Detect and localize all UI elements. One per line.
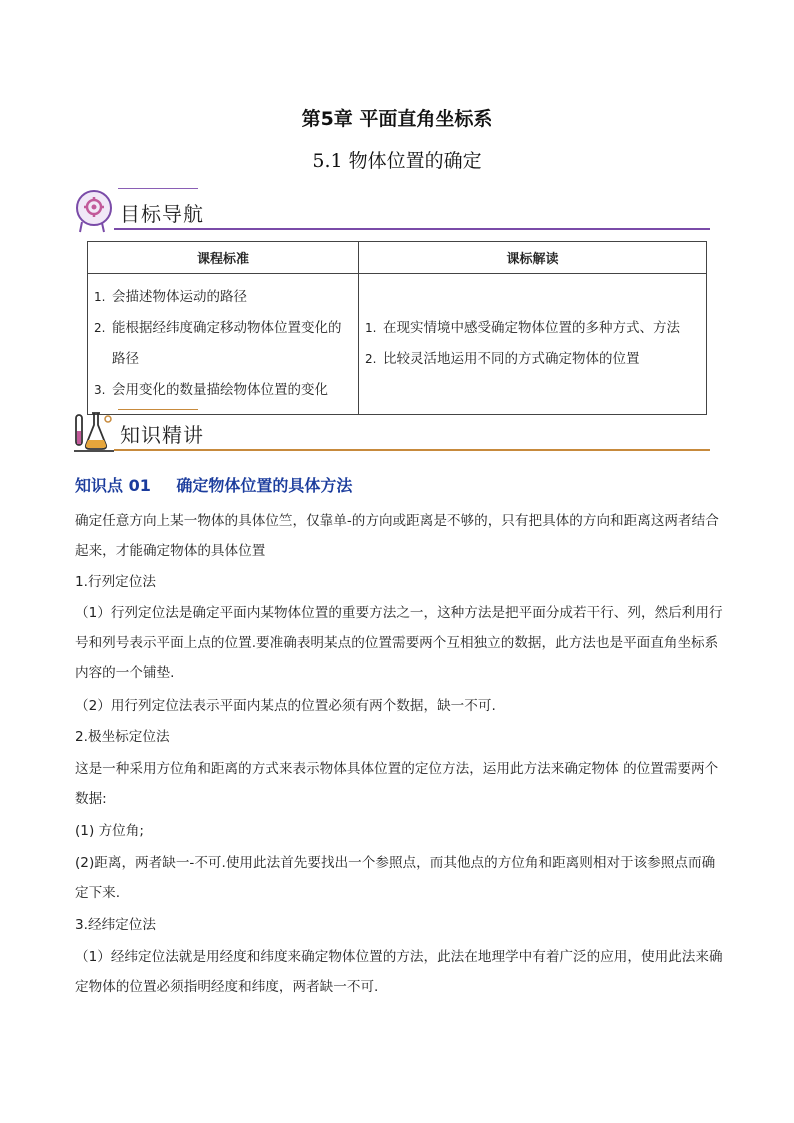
list-item — [94, 375, 352, 406]
paragraph-2: （2）用行列定位法表示平面内某点的位置必须有两个数据，缺一不可. — [75, 698, 496, 714]
list-item — [365, 344, 700, 375]
paragraph-5: (2)距离，两者缺一-不可.使用此法首先要找出一个参照点，而其他点的方位角和距离则相对于该参照点而确定下来. — [75, 855, 716, 901]
interpretation-list-cell — [359, 274, 707, 415]
list-item-text: 比较灵活地运用不同的方式确定物体的位置 — [383, 351, 640, 367]
table-header-interpretation: 课标解读 — [359, 242, 707, 274]
goal-banner — [72, 188, 710, 238]
chapter-title: 第5章 平面直角坐标系 — [301, 108, 493, 130]
list-number: 3. — [94, 383, 106, 397]
banner-divider — [114, 228, 710, 230]
paragraph-6: （1）经纬定位法就是用经度和纬度来确定物体位置的方法，此法在地理学中有着广泛的应用，使用此法来确定物体的位置必须指明经度和纬度，两者缺一不可. — [75, 949, 723, 995]
section-title: 5.1 物体位置的确定 — [312, 150, 482, 172]
list-item — [94, 313, 352, 375]
flask-icon — [72, 409, 116, 455]
banner-top-line — [118, 188, 198, 189]
paragraph-1: （1）行列定位法是确定平面内某物体位置的重要方法之一，这种方法是把平面分成若干行、列，然后利用行号和列号表示平面上点的位置.要准确表明某点的位置需要两个互相独立的数据，此方法也是平面直角坐标系内容的一个铺垫. — [75, 605, 723, 681]
list-number: 1. — [94, 290, 106, 304]
knowledge-banner-label: 知识精讲 — [120, 423, 204, 447]
knowledge-point-code: 知识点 01 — [75, 476, 151, 495]
method-heading-1: 1.行列定位法 — [75, 574, 156, 590]
knowledge-point-heading — [75, 473, 352, 496]
banner-top-line — [118, 409, 198, 410]
brain-gear-icon — [72, 188, 116, 234]
list-item-text: 会用变化的数量描绘物体位置的变化 — [112, 382, 328, 398]
list-number: 2. — [94, 321, 106, 335]
list-item-text: 在现实情境中感受确定物体位置的多种方式、方法 — [383, 320, 680, 336]
intro-paragraph: 确定任意方向上某一物体的具体位竺，仅靠单-的方向或距离是不够的，只有把具体的方向和距离这两者结合起来，才能确定物体的具体位置 — [75, 513, 719, 559]
paragraph-4: (1) 方位角; — [75, 823, 144, 839]
list-item — [94, 282, 352, 313]
knowledge-banner — [72, 409, 710, 459]
list-number: 1. — [365, 321, 377, 335]
paragraph-3: 这是一种采用方位角和距离的方式来表示物体具体位置的定位方法，运用此方法来确定物体 的位置需要两个数据: — [75, 761, 719, 807]
standards-list-cell — [88, 274, 359, 415]
list-item-text: 能根据经纬度确定移动物体位置变化的路径 — [112, 320, 342, 367]
table-header-standard: 课程标准 — [88, 242, 359, 274]
list-number: 2. — [365, 352, 377, 366]
goal-banner-label: 目标导航 — [120, 202, 204, 226]
list-item-text: 会描述物体运动的路径 — [112, 289, 247, 305]
knowledge-point-title: 确定物体位置的具体方法 — [176, 476, 353, 495]
standards-table — [87, 241, 707, 415]
method-heading-2: 2.极坐标定位法 — [75, 729, 170, 745]
banner-divider — [114, 449, 710, 451]
list-item — [365, 313, 700, 344]
method-heading-3: 3.经纬定位法 — [75, 917, 156, 933]
